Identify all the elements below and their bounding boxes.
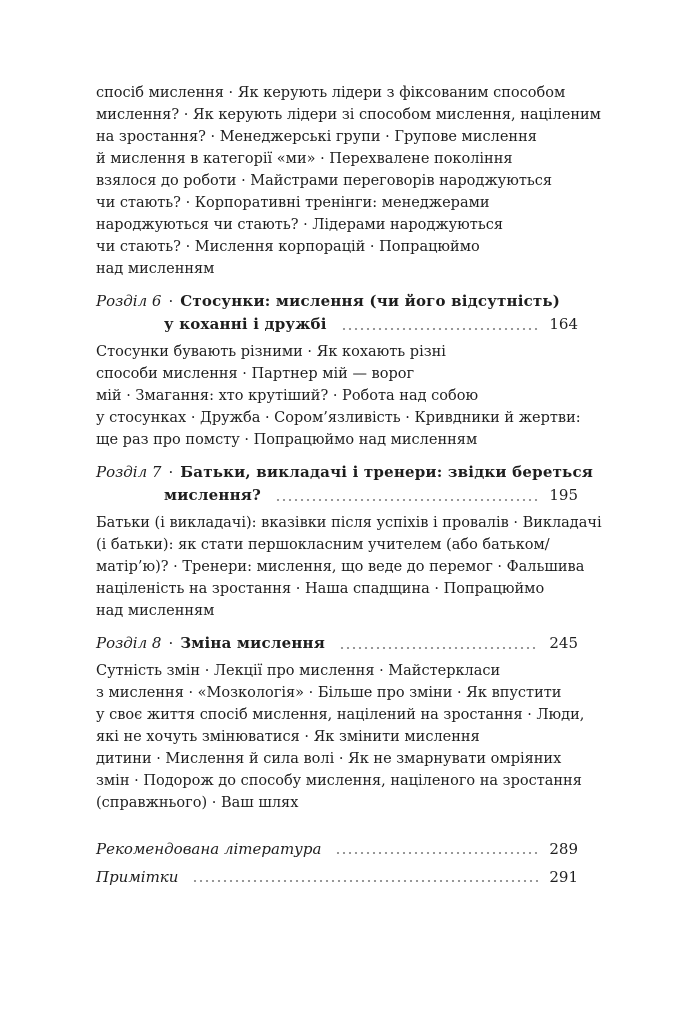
- chapter6-topics: [96, 341, 581, 451]
- chapter7-heading-line1: [96, 461, 594, 484]
- chapter7-heading-line2: [96, 484, 578, 507]
- backmatter-entries: [96, 838, 578, 888]
- chapter6-heading-line1: [96, 290, 578, 313]
- topics-line: мислення? · Як керують лідери зі способом мислення, націленим: [96, 107, 601, 123]
- topics-line: на зростання? · Менеджерські групи · Групове мислення: [96, 129, 537, 145]
- page-number: 291: [549, 868, 578, 886]
- topics-line: змін · Подорож до способу мислення, націленого на зростання: [96, 773, 582, 789]
- chapter8-heading: [96, 632, 578, 655]
- chapter-label: Розділ 7: [96, 463, 162, 481]
- toc-entry-recommended-reading: [96, 838, 578, 860]
- topics-line: ще раз про помсту · Попрацюймо над мисленням: [96, 432, 478, 448]
- chapter8-topics: [96, 660, 585, 814]
- topics-line: чи стають? · Корпоративні тренінги: менеджерами: [96, 195, 490, 211]
- chapter6-heading-line2: [96, 313, 578, 336]
- page-number: 245: [549, 634, 578, 652]
- topics-line: націленість на зростання · Наша спадщина · Попрацюймо: [96, 581, 545, 597]
- topics-line: Стосунки бувають різними · Як кохають різні: [96, 344, 446, 360]
- topics-line: взялося до роботи · Майстрами переговорів народжуються: [96, 173, 553, 189]
- chapter-title: Стосунки: мислення (чи його відсутність): [180, 292, 561, 310]
- table-of-contents: [96, 82, 602, 888]
- chapter-title-continued: у коханні і дружбі: [164, 315, 327, 333]
- topics-line: мій · Змагання: хто крутіший? · Робота над собою: [96, 388, 479, 404]
- page-number: 164: [549, 315, 578, 333]
- dot-leader: [339, 647, 538, 649]
- page-number: 195: [549, 486, 578, 504]
- backmatter-label: Рекомендована література: [96, 840, 322, 858]
- toc-entry-notes: [96, 866, 578, 888]
- topics-line: матір’ю)? · Тренери: мислення, що веде до перемог · Фальшива: [96, 559, 585, 575]
- topics-line: над мисленням: [96, 261, 215, 277]
- chapter-topics-continued: [96, 82, 601, 280]
- chapter-label: Розділ 8: [96, 634, 162, 652]
- chapter-title-continued: мислення?: [164, 486, 262, 504]
- dot-leader: [341, 328, 538, 330]
- topics-line: Батьки (і викладачі): вказівки після успіхів і провалів · Викладачі: [96, 515, 602, 531]
- topics-line: способи мислення · Партнер мій — ворог: [96, 366, 415, 382]
- topics-line: над мисленням: [96, 603, 215, 619]
- chapter-title: Зміна мислення: [180, 634, 325, 652]
- topics-line: з мислення · «Мозкологія» · Більше про зміни · Як впустити: [96, 685, 562, 701]
- topics-line: дитини · Мислення й сила волі · Як не змарнувати омріяних: [96, 751, 562, 767]
- dot-leader: [275, 499, 538, 501]
- topics-line: народжуються чи стають? · Лідерами народжуються: [96, 217, 503, 233]
- toc-entry-chapter-7: [96, 461, 602, 622]
- topics-line: Сутність змін · Лекції про мислення · Майстеркласи: [96, 663, 501, 679]
- chapter7-topics: [96, 512, 602, 622]
- topics-line: спосіб мислення · Як керують лідери з фіксованим способом: [96, 85, 566, 101]
- dot-leader: [335, 852, 538, 854]
- separator-dot: ·: [168, 634, 174, 652]
- backmatter-label: Примітки: [96, 868, 179, 886]
- topics-line: чи стають? · Мислення корпорацій · Попрацюймо: [96, 239, 480, 255]
- topics-line: (і батьки): як стати першокласним учителем (або батьком/: [96, 537, 550, 553]
- toc-entry-chapter-8: [96, 632, 585, 814]
- topics-line: (справжнього) · Ваш шлях: [96, 795, 299, 811]
- topics-line: які не хочуть змінюватися · Як змінити мислення: [96, 729, 480, 745]
- separator-dot: ·: [168, 292, 174, 310]
- chapter-title: Батьки, викладачі і тренери: звідки береться: [180, 463, 594, 481]
- toc-entry-chapter-6: [96, 290, 581, 451]
- dot-leader: [192, 880, 538, 882]
- topics-line: у своє життя спосіб мислення, націлений на зростання · Люди,: [96, 707, 585, 723]
- topics-line: й мислення в категорії «ми» · Перехвалене покоління: [96, 151, 513, 167]
- separator-dot: ·: [168, 463, 174, 481]
- topics-line: у стосунках · Дружба · Сором’язливість · Кривдники й жертви:: [96, 410, 581, 426]
- chapter-label: Розділ 6: [96, 292, 162, 310]
- page-number: 289: [549, 840, 578, 858]
